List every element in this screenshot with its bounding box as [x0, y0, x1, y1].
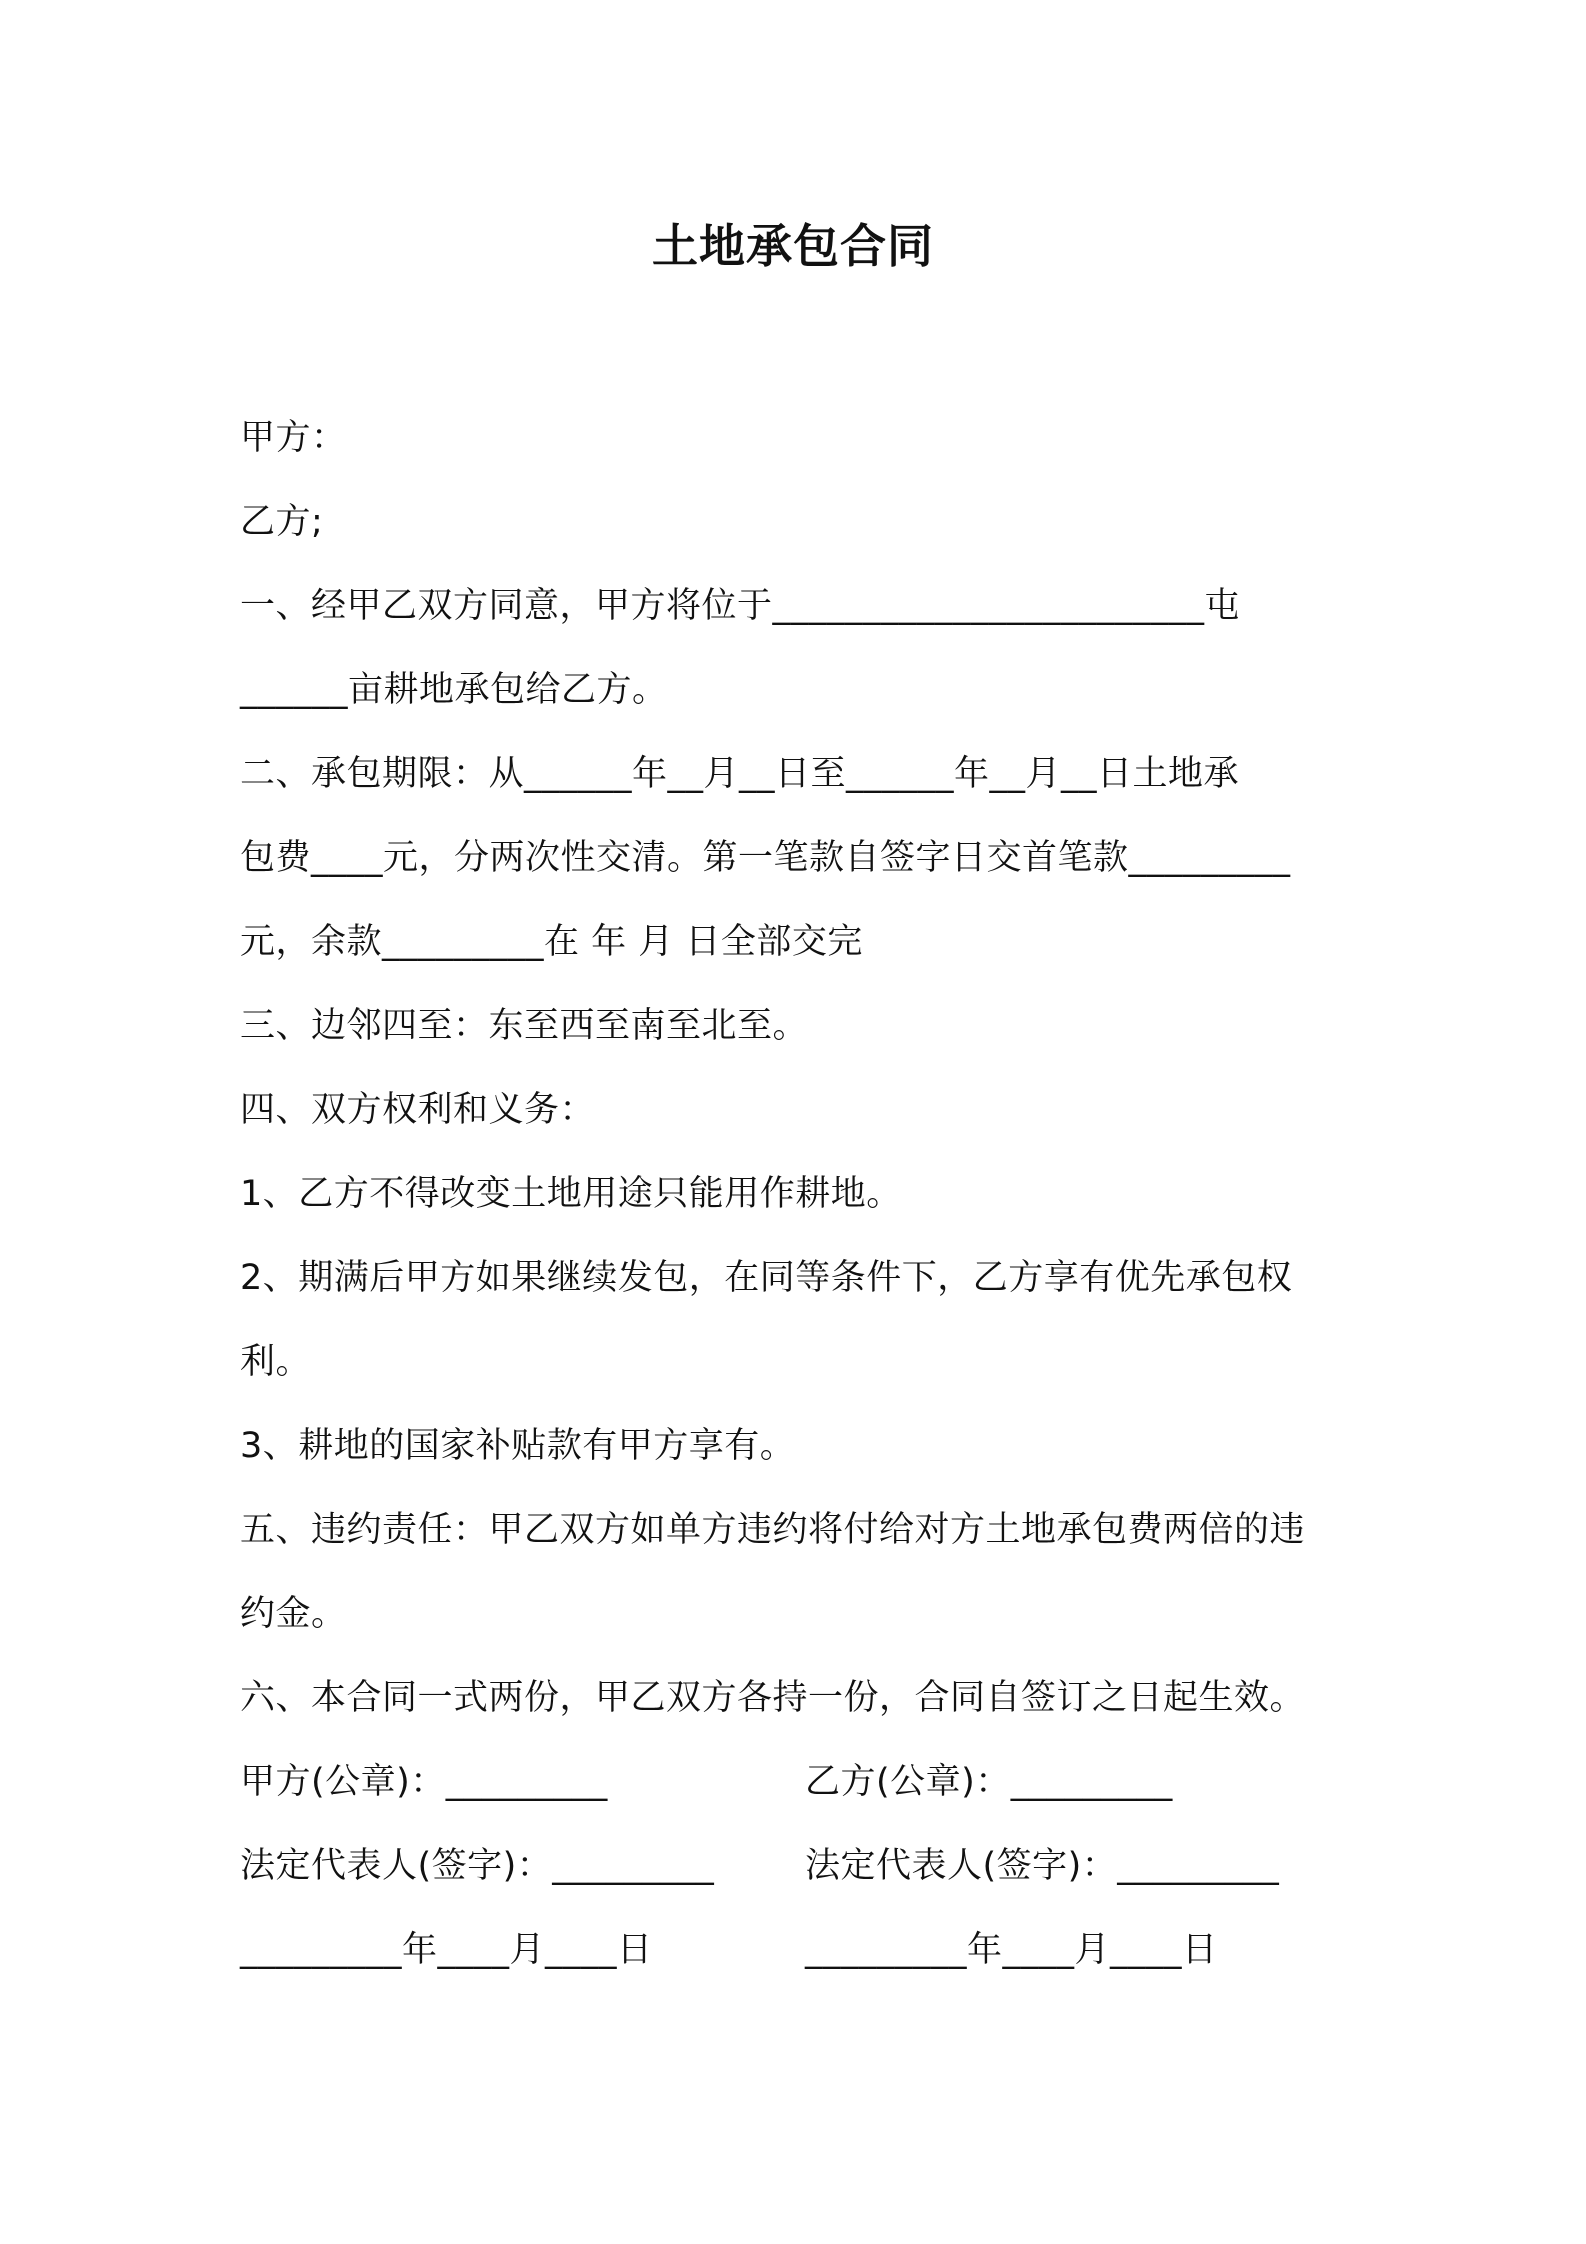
clause-5-line-1: 五、违约责任：甲乙双方如单方违约将付给对方土地承包费两倍的违	[240, 1510, 1306, 1550]
clause-2-line-1: 二、承包期限：从______年__月__日至______年__月__日土地承	[240, 754, 1240, 794]
clause-4-item-3: 3、耕地的国家补贴款有甲方享有。	[240, 1426, 796, 1466]
clause-1-line-2: ______亩耕地承包给乙方。	[240, 670, 668, 710]
clause-5-line-2: 约金。	[240, 1594, 347, 1634]
party-a-rep-field: 法定代表人(签字)：_________	[240, 1846, 715, 1886]
party-a-line: 甲方：	[240, 418, 347, 458]
clause-4-item-1: 1、乙方不得改变土地用途只能用作耕地。	[240, 1174, 902, 1214]
party-a-date-field: _________年____月____日	[240, 1930, 653, 1970]
clause-6-line: 六、本合同一式两份，甲乙双方各持一份，合同自签订之日起生效。	[240, 1678, 1306, 1718]
clause-4-item-2-line-1: 2、期满后甲方如果继续发包，在同等条件下，乙方享有优先承包权	[240, 1258, 1293, 1298]
party-b-date-field: _________年____月____日	[805, 1930, 1218, 1970]
document-title: 土地承包合同	[652, 219, 934, 273]
clause-4-heading: 四、双方权利和义务：	[240, 1090, 596, 1130]
party-b-rep-field: 法定代表人(签字)：_________	[805, 1846, 1280, 1886]
clause-3-line: 三、边邻四至：东至西至南至北至。	[240, 1006, 809, 1046]
clause-2-line-2: 包费____元，分两次性交清。第一笔款自签字日交首笔款_________	[240, 838, 1291, 878]
party-b-seal-field: 乙方(公章)：_________	[805, 1762, 1173, 1802]
party-a-seal-field: 甲方(公章)：_________	[240, 1762, 608, 1802]
clause-1-line-1: 一、经甲乙双方同意，甲方将位于________________________屯	[240, 586, 1241, 626]
party-b-line: 乙方;	[240, 502, 324, 542]
clause-2-line-3: 元，余款_________在 年 月 日全部交完	[240, 922, 863, 962]
clause-4-item-2-line-2: 利。	[240, 1342, 312, 1382]
